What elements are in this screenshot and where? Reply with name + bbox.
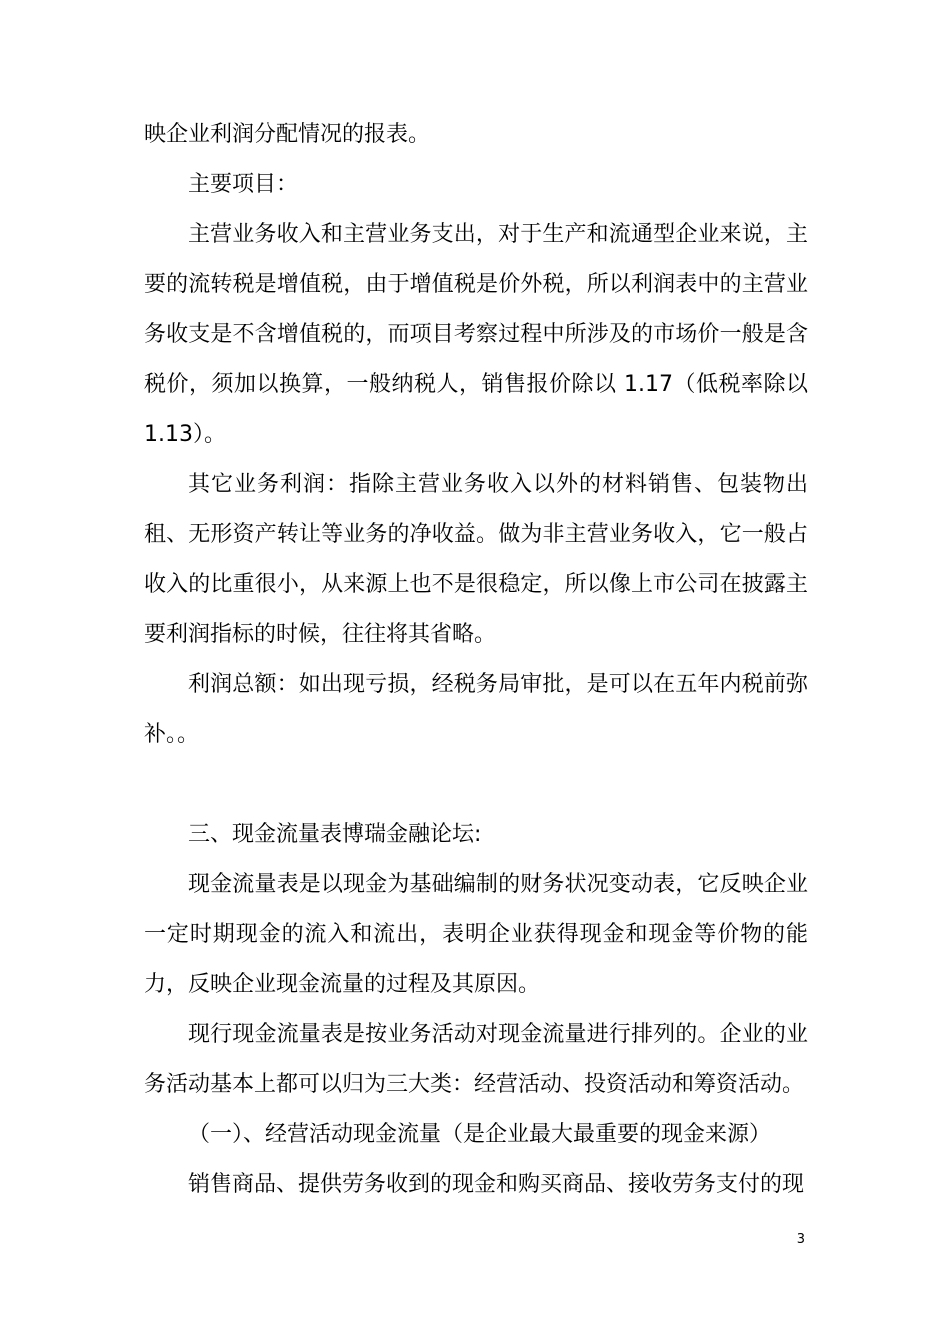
paragraph-operating-cash: 销售商品、提供劳务收到的现金和购买商品、接收劳务支付的现: [188, 1172, 805, 1197]
paragraph-main-items-heading: 主要项目：: [188, 172, 299, 197]
paragraph-cash-flow-definition: 现金流量表是以现金为基础编制的财务状况变动表，它反映企业一定时期现金的流入和流出，表明企业获得现金和现金等价物的能力，反映企业现金流量的过程及其原因。: [144, 872, 808, 997]
section-heading-cash-flow: 三、现金流量表博瑞金融论坛:: [188, 822, 482, 847]
page-number: 3: [796, 1232, 805, 1247]
document-body: [144, 110, 808, 1210]
subheading-operating-activities: （一）、经营活动现金流量（是企业最大最重要的现金来源）: [188, 1122, 772, 1147]
paragraph-cash-flow-categories: 现行现金流量表是按业务活动对现金流量进行排列的。企业的业务活动基本上都可以归为三大类：经营活动、投资活动和筹资活动。: [144, 1022, 808, 1097]
blank-line: [144, 760, 808, 810]
paragraph-other-business-profit: 其它业务利润：指除主营业务收入以外的材料销售、包装物出租、无形资产转让等业务的净收益。做为非主营业务收入，它一般占收入的比重很小，从来源上也不是很稳定，所以像上市公司在披露主要利润指标的时候，往往将其省略。: [144, 472, 808, 647]
paragraph-main-business: 主营业务收入和主营业务支出，对于生产和流通型企业来说，主要的流转税是增值税，由于增值税是价外税，所以利润表中的主营业务收支是不含增值税的，而项目考察过程中所涉及的市场价一般是含税价，须加以换算，一般纳税人，销售报价除以 1.17（低税率除以1.13）。: [144, 222, 808, 447]
paragraph-total-profit: 利润总额：如出现亏损，经税务局审批，是可以在五年内税前弥补。。: [144, 672, 808, 747]
paragraph-continuation: 映企业利润分配情况的报表。: [144, 122, 431, 147]
